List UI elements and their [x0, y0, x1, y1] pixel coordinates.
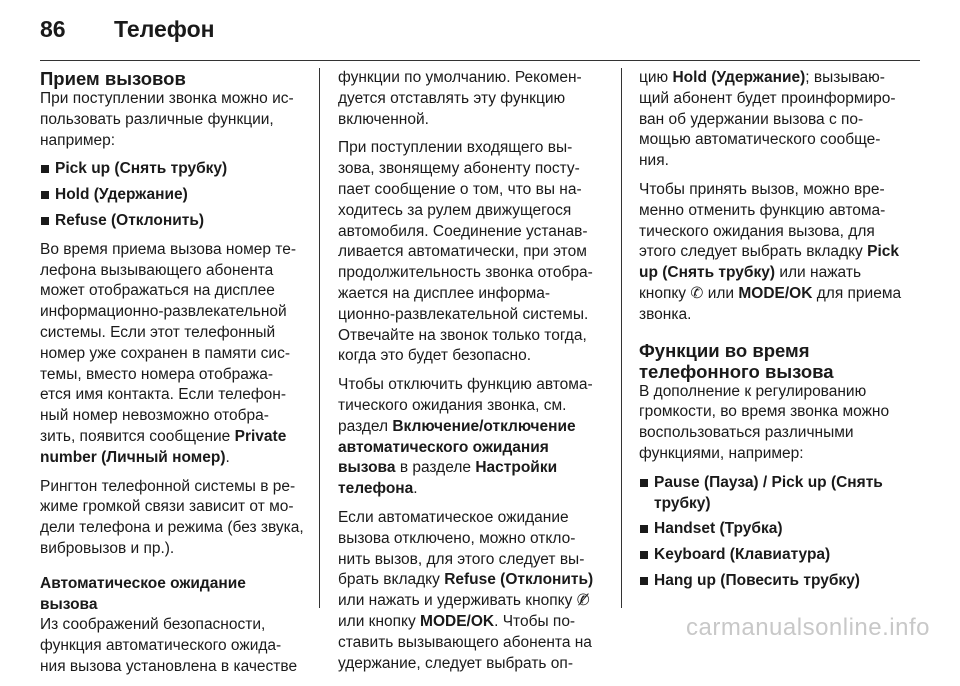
- refuse-label: Refuse (Отклонить): [444, 571, 594, 589]
- column-divider-2: [621, 68, 622, 608]
- list-item: Keyboard (Клавиатура): [639, 545, 903, 566]
- bullet-square-icon: [41, 191, 49, 199]
- page-header: [40, 16, 920, 56]
- bullet-square-icon: [41, 217, 49, 225]
- bullet-square-icon: [640, 525, 648, 533]
- private-number-label: Private number (Личный номер): [40, 427, 287, 466]
- bullet-square-icon: [640, 551, 648, 559]
- page-title: Телефон: [114, 16, 215, 42]
- column-divider-1: [319, 68, 320, 608]
- header-rule: [40, 60, 920, 61]
- phone-settings-ref: Настройки телефона: [338, 459, 558, 498]
- mode-ok-label: MODE/OK: [420, 612, 495, 630]
- in-call-intro: В дополнение к регулированию громкости, во время звонка можно воспользоваться различными функциями, например:: [639, 382, 890, 462]
- hold-label: Hold (Удержание): [672, 69, 806, 86]
- list-item: Hang up (Повесить трубку): [639, 571, 903, 592]
- default-function-paragraph: функции по умолчанию. Рекомен-дуется отставлять эту функцию включенной.: [338, 69, 582, 128]
- bullet-square-icon: [41, 165, 49, 173]
- column-2: [338, 68, 604, 682]
- subheading-auto-hold: Автоматическое ожидание вызова: [40, 574, 246, 613]
- phone-icon: ✆: [690, 284, 704, 302]
- auto-hold-toggle-ref: Включение/отключение автоматического ожидания вызова: [338, 417, 576, 477]
- disable-auto-hold-paragraph: Чтобы отключить функцию автома-тического ожидания звонка, см. раздел Включение/отключение автоматического ожидания вызова в разделе Настройки телефона.: [338, 376, 593, 498]
- caller-id-paragraph: Во время приема вызова номер те-лефона вызывающего абонента может отображаться на дисплее информационно-развлекательной системы. Если этот телефонный номер уже сохранен в памяти сис-темы, вместо номера отобража-ется имя контакта. Если телефон-ный номер невозможно отобра-зить, появится сообщение Private number (Личный номер).: [40, 240, 296, 466]
- incoming-call-paragraph: При поступлении входящего вы-зова, звонящему абоненту посту-пает сообщение о том, что вы на-ходитесь за рулем движущегося автомобиля. Соединение устанав-ливается автоматически, при этом продолжительность звонка отобра-жается на дисплее информа-ционно-развлекательной системы. Отвечайте на звонок только тогда, когда это будет безопасно.: [338, 139, 593, 365]
- watermark: carmanualsonline.info: [686, 614, 930, 641]
- accept-call-paragraph: Чтобы принять вызов, можно вре-менно отменить функцию автома-тического ожидания вызова, для этого следует выбрать вкладку Pick up (Снять трубку) или нажать кнопку ✆ или MODE/OK для приема звонка.: [639, 180, 902, 323]
- list-item: Hold (Удержание): [40, 185, 304, 206]
- page-number: 86: [40, 16, 66, 42]
- list-item: Pick up (Снять трубку): [40, 159, 304, 180]
- pick-up-label: Pick up (Снять трубку): [639, 243, 899, 282]
- in-call-functions-list: [639, 473, 903, 592]
- list-item: Pause (Пауза) / Pick up (Снять трубку): [639, 473, 903, 515]
- ringtone-paragraph: Рингтон телефонной системы в ре-жиме громкой связи зависит от мо-дели телефона и режима (без звука, вибровызов и пр.).: [40, 477, 304, 557]
- section-heading-in-call-functions: Функции во время телефонного вызова: [639, 339, 834, 382]
- auto-hold-paragraph: Из соображений безопасности, функция автоматического ожида-ния вызова установлена в качестве: [40, 616, 298, 675]
- section-heading-call-receive: Прием вызовов: [40, 68, 186, 89]
- list-item: Refuse (Отклонить): [40, 211, 304, 232]
- column-3: [639, 68, 903, 600]
- hang-up-icon: ✆̸: [576, 592, 590, 610]
- reject-call-paragraph: Если автоматическое ожидание вызова отключено, можно откло-нить вызов, для этого следует вы-брать вкладку Refuse (Отклонить) или нажать и удерживать кнопку ✆̸ или кнопку MODE/OK. Чтобы по-ставить вызывающего абонента на удержание, следует выбрать оп-: [338, 508, 594, 672]
- call-functions-list: [40, 159, 304, 231]
- hold-option-paragraph: цию Hold (Удержание); вызываю-щий абонент будет проинформиро-ван об удержании вызова с по-мощью автоматического сообще-ния.: [639, 69, 896, 170]
- column-1: [40, 68, 304, 686]
- intro-text: При поступлении звонка можно ис-пользовать различные функции, например:: [40, 90, 294, 149]
- bullet-square-icon: [640, 577, 648, 585]
- list-item: Handset (Трубка): [639, 519, 903, 540]
- mode-ok-label: MODE/OK: [738, 284, 813, 302]
- bullet-square-icon: [640, 479, 648, 487]
